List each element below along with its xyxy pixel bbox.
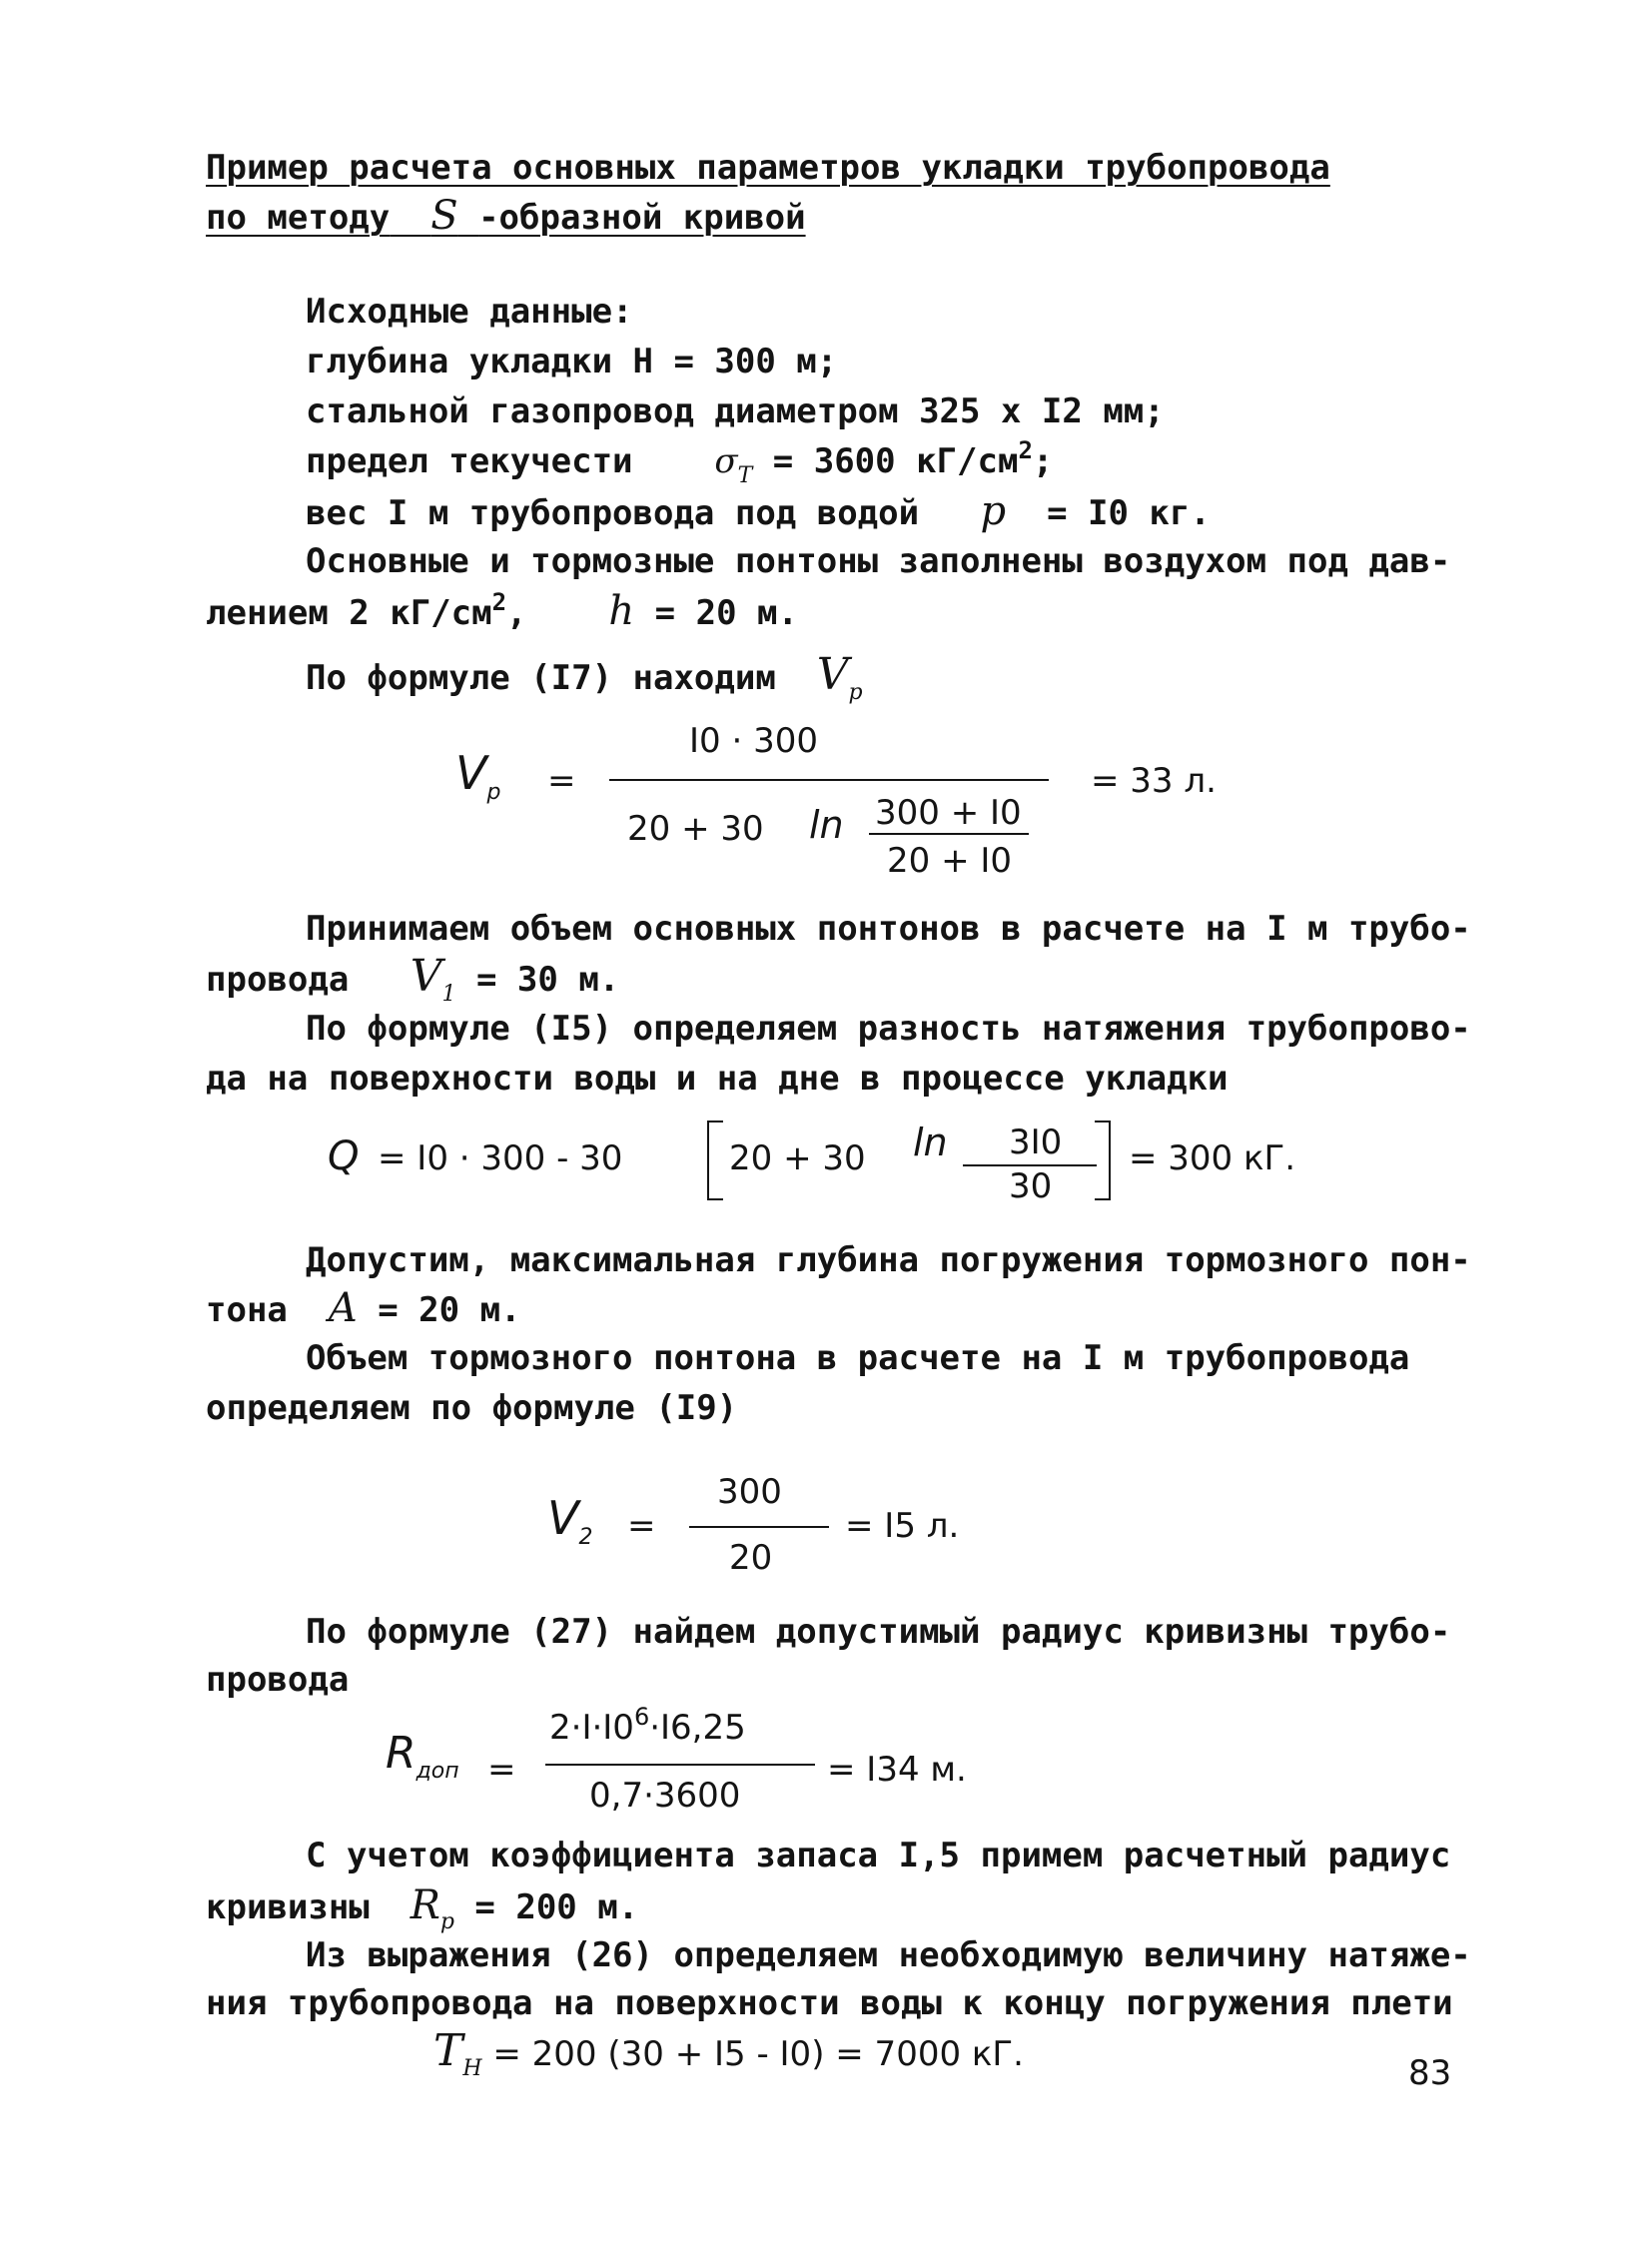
initial-yield: предел текучести $\sigma_T = 3600$ $кГ/см^2$; (306, 436, 1054, 488)
initial-pontoon-line-2: лением 2 $кГ/см^2$, h = 20 м. (206, 588, 798, 634)
initial-data-title: Исходные данные: (306, 292, 633, 332)
design-line-2: кривизны $R_p = 200$ м. (206, 1882, 639, 1934)
f17-equals: = (547, 761, 576, 801)
f17-ln: ln (809, 803, 844, 847)
f26-line-2: ния трубопровода на поверхности воды к концу погружения плети (206, 1983, 1453, 2023)
brake-line-4: определяем по формуле (I9) (206, 1388, 738, 1428)
f17-inner-fraction-line (869, 833, 1029, 835)
brake-line-2: тона A = 20 м. (206, 1285, 521, 1331)
f15-result: = 300 кГ. (1129, 1138, 1296, 1178)
f15-left-bracket (707, 1120, 723, 1200)
f15-fraction-numerator: 3I0 (1009, 1122, 1063, 1162)
f27-line-2: провода (206, 1660, 350, 1700)
f19-numerator: 300 (717, 1472, 782, 1512)
volume-line-2: провода $V_1 = 30$ м. (206, 951, 620, 1007)
brake-line-3: Объем тормозного понтона в расчете на I м трубопровода (306, 1338, 1410, 1378)
initial-pipe: стальной газопровод диаметром 325 х I2 мм; (306, 391, 1165, 431)
f27-result: = I34 м. (827, 1750, 967, 1790)
f15-right-bracket (1095, 1120, 1111, 1200)
f17-result: = 33 л. (1091, 761, 1217, 801)
f27-fraction-line (545, 1764, 815, 1766)
f27-lhs: $R_{доп}$ (386, 1728, 459, 1784)
page-number: 83 (1408, 2053, 1452, 2093)
f17-fraction-line (609, 779, 1049, 781)
heading-line-1: Пример расчета основных параметров укладки трубопровода (206, 148, 1330, 188)
f15-lhs: Q (328, 1133, 360, 1179)
f17-intro: По формуле (I7) находим $V_p$ (306, 649, 863, 705)
f27-line-1: По формуле (27) найдем допустимый радиус кривизны трубо- (306, 1612, 1451, 1652)
volume-line-1: Принимаем объем основных понтонов в расчете на I м трубо- (306, 909, 1471, 949)
design-line-1: С учетом коэффициента запаса I,5 примем расчетный радиус (306, 1836, 1451, 1875)
f15-line-2: да на поверхности воды и на дне в процессе укладки (206, 1059, 1229, 1099)
f15-fraction-denominator: 30 (1009, 1166, 1053, 1206)
initial-depth: глубина укладки Н = 300 м; (306, 342, 838, 381)
f19-lhs: $V_2$ (547, 1491, 593, 1550)
initial-pontoon-line-1: Основные и тормозные понтоны заполнены воздухом под дав- (306, 541, 1451, 581)
f15-inner: 20 + 30 (729, 1138, 866, 1178)
brake-line-1: Допустим, максимальная глубина погружения тормозного пон- (306, 1240, 1471, 1280)
f19-equals: = (627, 1506, 656, 1546)
f17-lhs: $V_p$ (455, 746, 501, 805)
f17-denominator-prefix: 20 + 30 (627, 809, 764, 849)
f19-denominator: 20 (729, 1538, 773, 1578)
f27-equals: = (487, 1750, 516, 1790)
f17-inner-numerator: 300 + I0 (875, 793, 1022, 833)
f17-inner-denominator: 20 + I0 (887, 841, 1013, 881)
f15-expression: = I0 · 300 - 30 (378, 1138, 623, 1178)
f15-ln: ln (913, 1120, 948, 1164)
f15-line-1: По формуле (I5) определяем разность натяжения трубопрово- (306, 1009, 1471, 1049)
f27-numerator: $2\cdot I\cdot I0^6\cdot I6,25$ (549, 1703, 746, 1748)
f19-result: = I5 л. (845, 1506, 960, 1546)
f26-equation: $T_H = 200$ (30 + I5 - I0) = 7000 кГ. (433, 2025, 1024, 2081)
f27-denominator: 0,7·3600 (589, 1776, 741, 1816)
heading-line-2: по методу S -образной кривой (206, 193, 806, 239)
initial-weight: вес I м трубопровода под водой p = I0 кг. (306, 488, 1211, 534)
f19-fraction-line (689, 1526, 829, 1528)
f17-numerator: I0 · 300 (689, 721, 818, 761)
f26-line-1: Из выражения (26) определяем необходимую величину натяже- (306, 1935, 1471, 1975)
